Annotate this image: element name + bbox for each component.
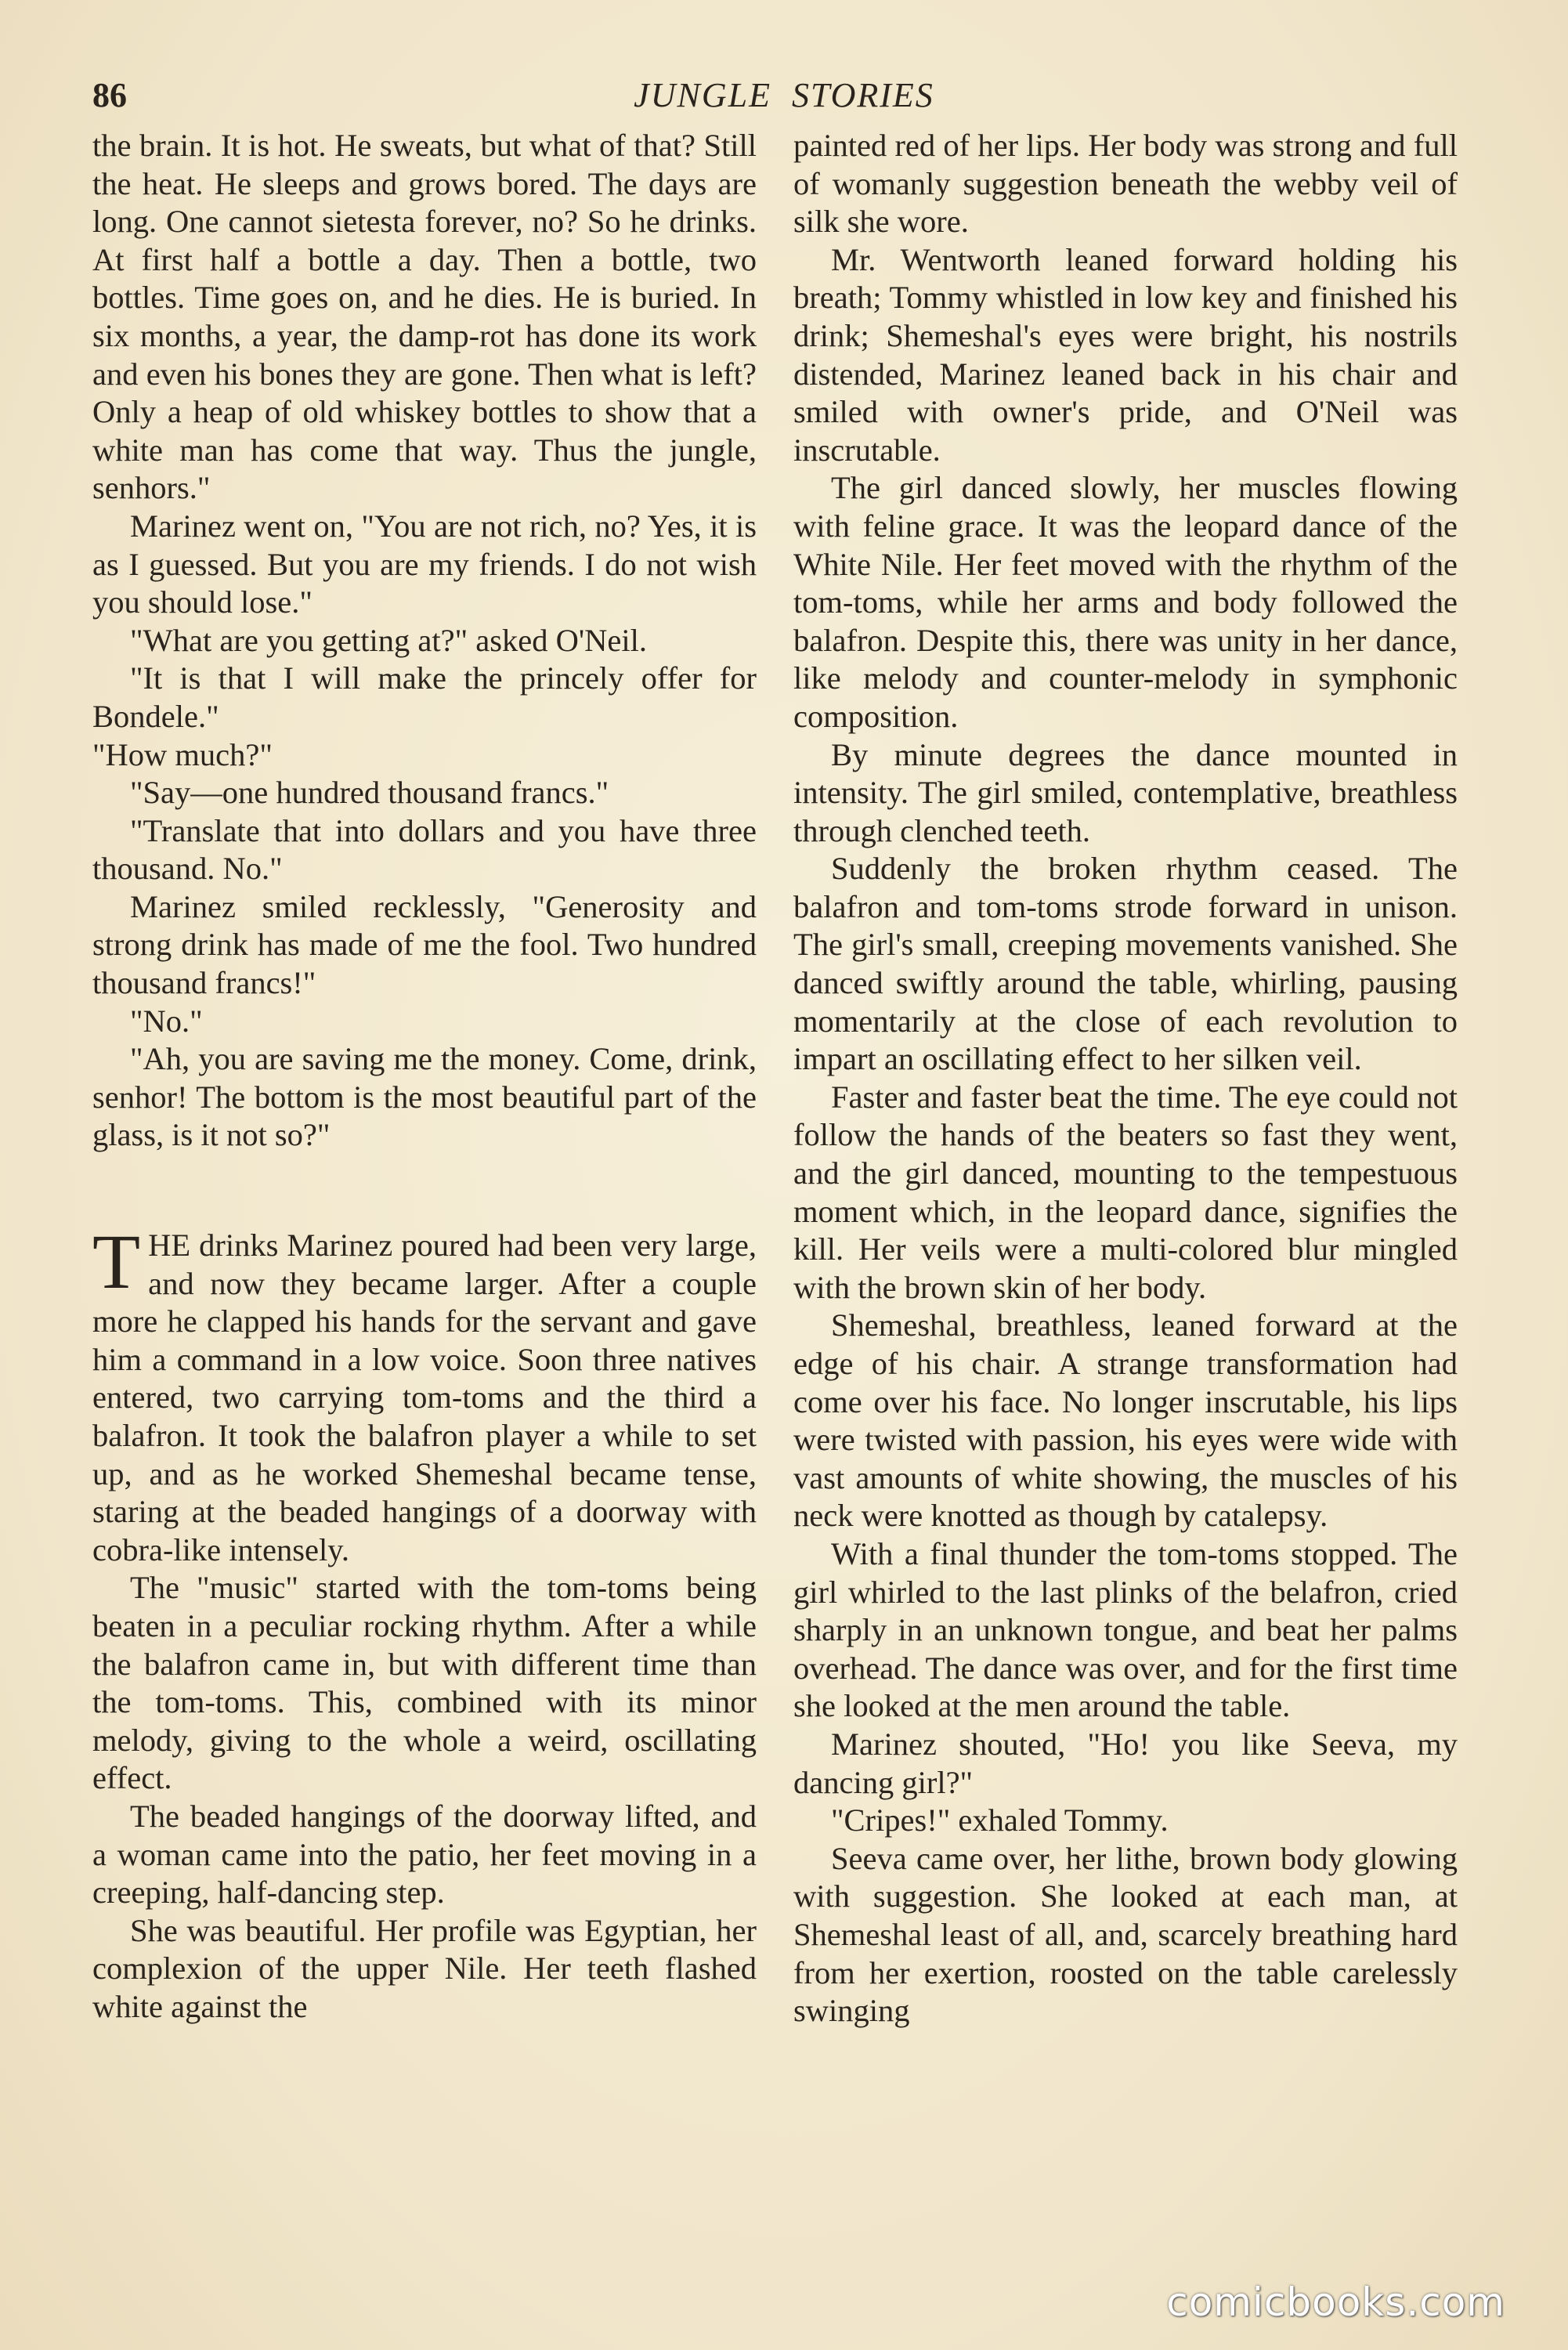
paragraph: With a final thunder the tom-toms stopped. The girl whirled to the last plinks of the belafron, cried sharply in an unknown tongue, and beat her palms overhead. The dance was over, and for the first time she looked at the men around the table. [793, 1535, 1458, 1724]
page-number: 86 [92, 76, 127, 114]
paragraph: The girl danced slowly, her muscles flowing with feline grace. It was the leopard dance of the White Nile. Her feet moved with the rhythm of the tom-toms, while her arms and body followed the balafron. Despite this, there was unity in her dance, like melody and counter-melody in symphonic composition. [793, 470, 1458, 734]
dropcap-paragraph-text: HE drinks Marinez poured had been very large, and now they became larger. After a couple more he clapped his hands for the servant and gave him a command in a low voice. Soon three natives entered, two carrying tom-toms and the third a balafron. It took the balafron player a while to set up, and as he worked Shemeshal became tense, staring at the beaded hangings of a doorway with cobra-like intensely. [92, 1227, 757, 1567]
paragraph: Marinez smiled recklessly, "Generosity and strong drink has made of me the fool. Two hundred thousand francs!" [92, 888, 757, 1001]
paragraph: "It is that I will make the princely offer for Bondele." [92, 660, 757, 734]
paragraph: Faster and faster beat the time. The eye could not follow the hands of the beaters so fast they went, and the girl danced, mounting to the tempestuous moment which, in the leopard dance, signifies the kill. Her veils were a multi-colored blur mingled with the brown skin of her body. [793, 1079, 1458, 1305]
left-column [92, 127, 757, 2026]
paragraph: "Say—one hundred thousand francs." [130, 775, 609, 811]
paragraph: "No." [130, 1003, 203, 1039]
paragraph: "Cripes!" exhaled Tommy. [831, 1802, 1169, 1838]
paragraph: Seeva came over, her lithe, brown body glowing with suggestion. She looked at each man, at Shemeshal least of all, and, scarcely breathing hard from her exertion, roosted on the table carelessly swinging [793, 1840, 1458, 2029]
section-break [92, 1155, 757, 1227]
paragraph: Mr. Wentworth leaned forward holding his breath; Tommy whistled in low key and finished his drink; Shemeshal's eyes were bright, his nostrils distended, Marinez leaned back in his chair and smiled with owner's pride, and O'Neil was inscrutable. [793, 241, 1458, 468]
paragraph: the brain. It is hot. He sweats, but what of that? Still the heat. He sleeps and grows bored. The days are long. One cannot sietesta forever, no? So he drinks. At first half a bottle a day. Then a bottle, two bottles. Time goes on, and he dies. He is buried. In six months, a year, the damp-rot has done its work and even his bones they are gone. Then what is left? Only a heap of old whiskey bottles to show that a white man has come that way. Thus the jungle, senhors." [92, 128, 757, 506]
page-header [92, 75, 1476, 122]
paragraph: She was beautiful. Her profile was Egyptian, her complexion of the upper Nile. Her teeth flashed white against the [92, 1912, 757, 2024]
paragraph: "How much?" [92, 736, 273, 772]
paragraph: Marinez went on, "You are not rich, no? Yes, it is as I guessed. But you are my friends. I do not wish you should lose." [92, 508, 757, 620]
paragraph: "Ah, you are saving me the money. Come, drink, senhor! The bottom is the most beautiful part of the glass, is it not so?" [92, 1041, 757, 1153]
watermark: comicbooks.com [1166, 2280, 1505, 2325]
paragraph: By minute degrees the dance mounted in intensity. The girl smiled, contemplative, breathless through clenched teeth. [793, 736, 1458, 848]
paragraph: Suddenly the broken rhythm ceased. The balafron and tom-toms strode forward in unison. The girl's small, creeping movements vanished. She danced swiftly around the table, whirling, pausing momentarily at the close of each revolution to impart an oscillating effect to her silken veil. [793, 851, 1458, 1077]
paragraph: Marinez shouted, "Ho! you like Seeva, my dancing girl?" [793, 1726, 1458, 1800]
paragraph: painted red of her lips. Her body was strong and full of womanly suggestion beneath the webby veil of silk she wore. [793, 128, 1458, 240]
paragraph: "What are you getting at?" asked O'Neil. [130, 622, 648, 658]
dropcap-paragraph [92, 1218, 757, 1569]
drop-cap: T [92, 1218, 141, 1306]
paragraph: The "music" started with the tom-toms being beaten in a peculiar rocking rhythm. After a while the balafron came in, but with different time than the tom-toms. This, combined with its minor melody, giving to the whole a weird, oscillating effect. [92, 1570, 757, 1796]
running-title: JUNGLE STORIES [634, 76, 934, 114]
right-column [793, 127, 1458, 2030]
paragraph: "Translate that into dollars and you have three thousand. No." [92, 812, 757, 887]
paragraph: Shemeshal, breathless, leaned forward at the edge of his chair. A strange transformation had come over his face. No longer inscrutable, his lips were twisted with passion, his eyes were wide with vast amounts of white showing, the muscles of his neck were knotted as though by catalepsy. [793, 1307, 1458, 1534]
paragraph: The beaded hangings of the doorway lifted, and a woman came into the patio, her feet moving in a creeping, half-dancing step. [92, 1798, 757, 1911]
